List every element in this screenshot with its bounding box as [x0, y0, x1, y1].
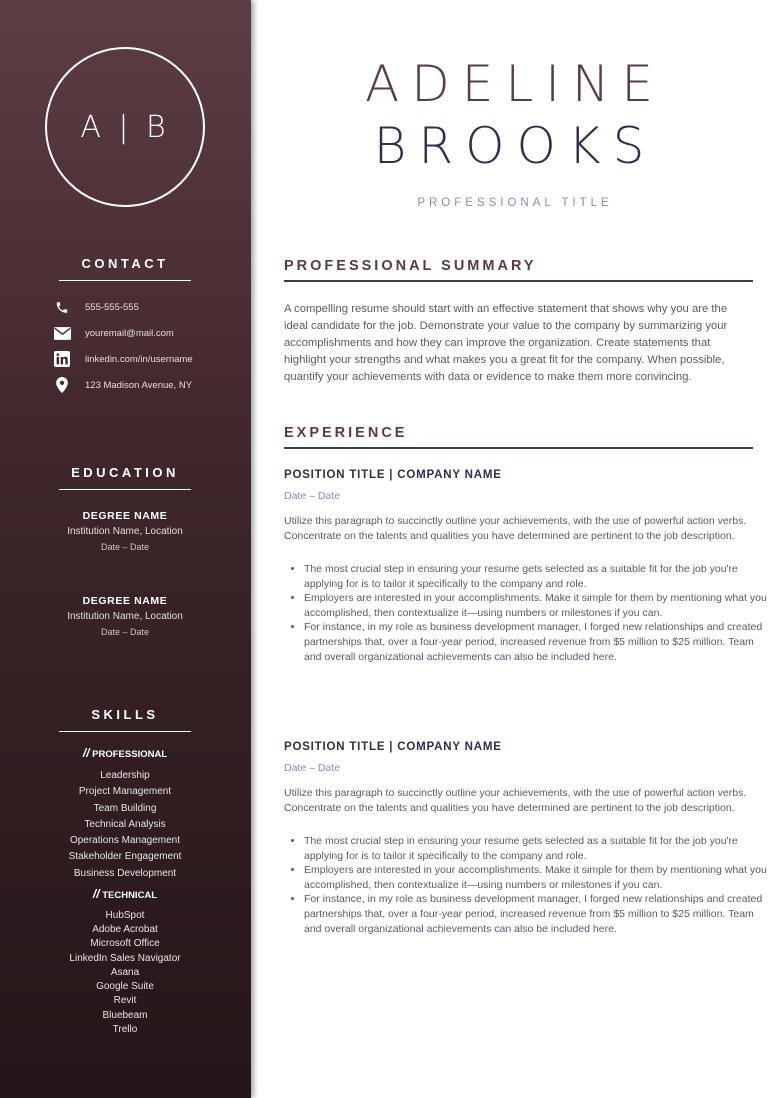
position-title: POSITION TITLE | COMPANY NAME — [284, 469, 502, 481]
skill-item: Leadership — [100, 770, 150, 781]
phone-text: 555-555-555 — [85, 301, 139, 313]
monogram-initials: A | B — [80, 109, 170, 145]
bullet-item: • Employers are interested in your accomplishments. Make it simple for them by mentioning what you accomplished, then contextualize it—using numbers or milestones if you can. — [304, 863, 774, 892]
position-date: Date – Date — [284, 762, 341, 774]
summary-heading: PROFESSIONAL SUMMARY — [284, 258, 753, 282]
bullet-item: • The most crucial step in ensuring your resume gets selected as a suitable fit for the job you're applying for is to tailor it specifically to the company and role. — [304, 562, 774, 591]
skill-item: Operations Management — [69, 835, 181, 847]
position-description: Utilize this paragraph to succinctly outline your achievements, with the use of powerful action verbs. Concentrate on the talents and qualities you have determined are pertinent to the job description. — [284, 787, 747, 814]
skill-item: Technical Analysis — [84, 818, 166, 830]
skill-item: Revit — [113, 995, 137, 1007]
position-bullets — [284, 834, 774, 936]
skills-technical-label: TECHNICAL — [102, 890, 158, 902]
degree-name: DEGREE NAME — [82, 510, 168, 522]
skill-item: Asana — [110, 966, 140, 978]
contact-phone — [52, 298, 139, 316]
last-name: BROOKS — [373, 117, 657, 175]
education-date: Date – Date — [100, 627, 150, 637]
position-description: Utilize this paragraph to succinctly outline your achievements, with the use of powerful action verbs. Concentrate on the talents and qualities you have determined are pertinent to the job description. — [284, 515, 747, 542]
contact-address — [52, 376, 192, 394]
skills-professional-heading — [20, 746, 230, 760]
skill-item: Microsoft Office — [90, 938, 160, 950]
monogram-circle — [45, 47, 205, 207]
skill-item: Business Development — [73, 867, 177, 879]
skill-item: HubSpot — [105, 910, 145, 922]
email-text: youremail@mail.com — [85, 327, 174, 339]
bullet-item: • For instance, in my role as business development manager, I forged new relationships and created partnerships that, over a four-year period, increased revenue from $5 million to $25 million. Team and overall organizational achievements can also be included here. — [304, 892, 774, 936]
linkedin-text: linkedin.com/in/username — [85, 353, 193, 365]
contact-linkedin — [52, 350, 193, 368]
skills-technical-heading — [20, 887, 230, 901]
technical-skills — [20, 909, 230, 1037]
position-date: Date – Date — [284, 490, 341, 502]
education-entry — [20, 595, 230, 637]
skills-heading: SKILLS — [59, 707, 191, 732]
bullet-item: • Employers are interested in your accomplishments. Make it simple for them by mentioning what you accomplished, then contextualize it—using numbers or milestones if you can. — [304, 591, 774, 620]
skills-list — [20, 746, 230, 1037]
position-bullets — [284, 562, 774, 664]
professional-skills — [20, 768, 230, 882]
sidebar — [0, 0, 251, 1098]
skill-item: Project Management — [78, 786, 172, 798]
bullet-item: • For instance, in my role as business development manager, I forged new relationships and created partnerships that, over a four-year period, increased revenue from $5 million to $25 million. Team and overall organizational achievements can also be included here. — [304, 620, 774, 664]
phone-icon — [52, 298, 72, 316]
professional-title: PROFESSIONAL TITLE — [417, 197, 613, 209]
mail-icon — [52, 324, 72, 342]
skill-item: Team Building — [93, 802, 157, 814]
skill-item: Bluebeam — [102, 1009, 148, 1021]
education-date: Date – Date — [100, 542, 150, 552]
skills-professional-label: PROFESSIONAL — [92, 749, 168, 760]
skills-prefix: // — [82, 746, 90, 760]
degree-name: DEGREE NAME — [82, 595, 168, 607]
skill-item: Adobe Acrobat — [92, 924, 158, 936]
position-title: POSITION TITLE | COMPANY NAME — [284, 741, 502, 753]
education-entry — [20, 510, 230, 552]
first-name: ADELINE — [365, 55, 665, 113]
location-pin-icon — [52, 376, 72, 394]
education-heading: EDUCATION — [59, 465, 191, 490]
address-text: 123 Madison Avenue, NY — [85, 379, 193, 391]
experience-heading: EXPERIENCE — [284, 425, 753, 449]
contact-heading: CONTACT — [59, 256, 191, 281]
skill-item: Google Suite — [96, 981, 154, 993]
institution-name: Institution Name, Location — [67, 611, 183, 622]
bullet-item: • The most crucial step in ensuring your resume gets selected as a suitable fit for the job you're applying for is to tailor it specifically to the company and role. — [304, 834, 774, 863]
contact-email — [52, 324, 174, 342]
institution-name: Institution Name, Location — [67, 526, 183, 537]
linkedin-icon — [52, 350, 72, 368]
summary-text: A compelling resume should start with an effective statement that shows why you are the ideal candidate for the job. Demonstrate your value to the company by summarizing your accomplishments and how they can improve the organization. Create statements that highlight your strengths and what makes you a great fit for the company. When possible, quantify your achievements with data or evidence to make them more convincing. — [284, 303, 728, 383]
skill-item: Trello — [112, 1023, 138, 1035]
skill-item: LinkedIn Sales Navigator — [69, 952, 181, 964]
skills-prefix: // — [92, 887, 100, 902]
skill-item: Stakeholder Engagement — [68, 851, 182, 863]
